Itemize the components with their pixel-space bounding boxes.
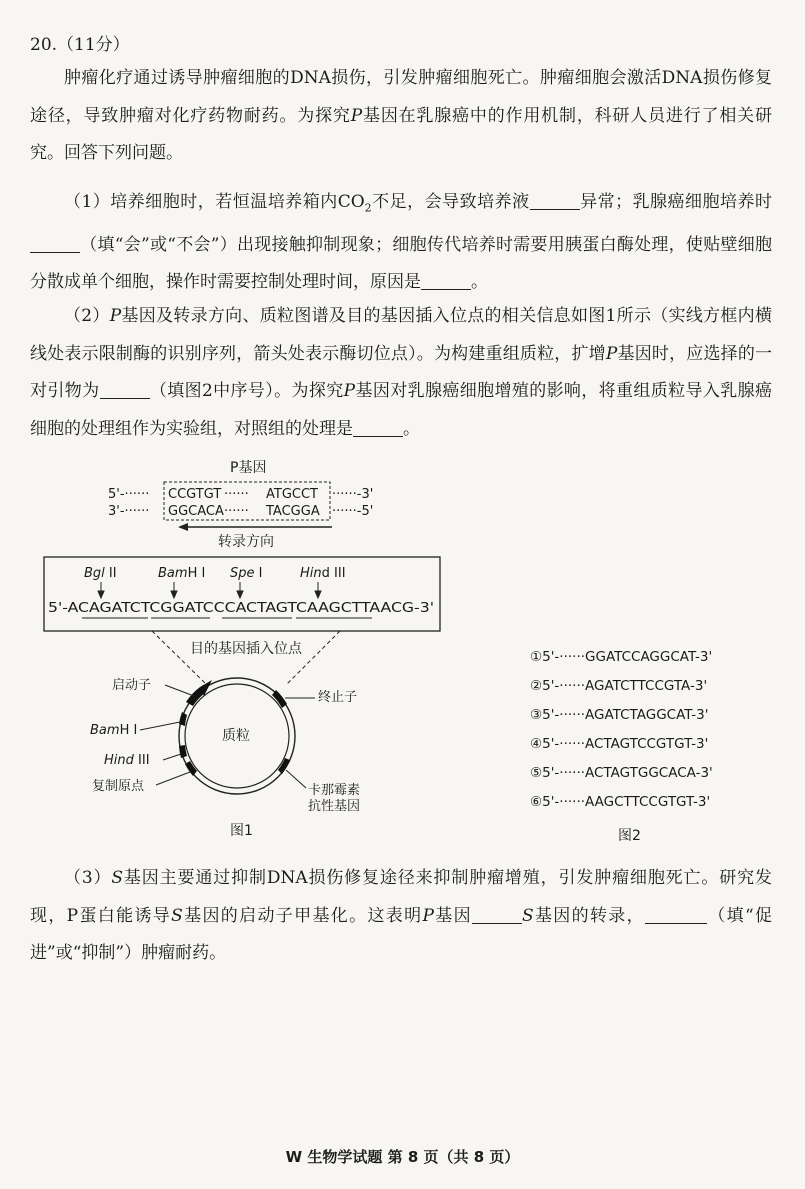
zoom-line-right xyxy=(286,631,340,685)
strand-top-right: ······-3' xyxy=(332,487,374,502)
question-intro: 肿瘤化疗通过诱导肿瘤细胞的DNA损伤，引发肿瘤细胞死亡。肿瘤细胞会激活DNA损伤修复途径，导致肿瘤对化疗药物耐药。为探究P基因在乳腺癌中的作用机制，科研人员进行了相关研究。回答下列问题。 xyxy=(30,68,773,163)
enzyme-bglii-label: Bgl II xyxy=(84,566,117,581)
gene-label: P基因 xyxy=(230,460,267,476)
kanamycin-leader xyxy=(286,770,306,788)
strand-top-seq1: CCGTGT xyxy=(168,487,222,502)
cut-site-arrows xyxy=(98,582,321,598)
answer-blank[interactable] xyxy=(530,192,580,210)
subquestion-3: （3）S基因主要通过抑制DNA损伤修复途径来抑制肿瘤增殖，引发肿瘤细胞死亡。研究发现，P蛋白能诱导S基因的启动子甲基化。这表明P基因 S基因的转录， （填“促进”或“抑制”）肿瘤耐药。 xyxy=(30,868,773,963)
kanamycin-label-2: 抗性基因 xyxy=(308,799,361,814)
hindiii-plasmid-label: Hind III xyxy=(104,753,150,768)
subquestion-1: （1）培养细胞时，若恒温培养箱内$CO_2$不足，会导致培养液 异常；乳腺癌细胞培养时（填“会”或“不会”）出现接触抑制现象；细胞传代培养时需要用胰蛋白酶处理，使贴壁细胞分散成单个细胞，操作时需要控制处理时间，原因是 。 xyxy=(30,192,773,293)
primer-2: ②5'-······AGATCTTCCGTA-3' xyxy=(530,678,708,694)
hindiii-leader xyxy=(163,754,181,760)
answer-blank[interactable] xyxy=(645,906,707,924)
enzyme-bamhi-label: BamH I xyxy=(158,566,206,581)
figure-1-caption: 图1 xyxy=(230,823,253,839)
insert-site-label: 目的基因插入位点 xyxy=(190,641,302,657)
strand-top-seq2: ATGCCT xyxy=(266,487,318,502)
zoom-line-left xyxy=(152,631,207,685)
kanamycin-label-1: 卡那霉素 xyxy=(308,783,361,798)
primer-3: ③5'-······AGATCTAGGCAT-3' xyxy=(530,707,709,723)
promoter-label: 启动子 xyxy=(112,678,152,693)
answer-blank[interactable] xyxy=(472,906,522,924)
plasmid-label: 质粒 xyxy=(222,728,250,744)
transcription-label: 转录方向 xyxy=(218,534,274,550)
subquestion-2: （2）P基因及转录方向、质粒图谱及目的基因插入位点的相关信息如图1所示（实线方框内横线处表示限制酶的识别序列，箭头处表示酶切位点）。为构建重组质粒，扩增P基因时，应选择的一对引物为 （填图2中序号）。为探究P基因对乳腺癌细胞增殖的影响，将重组质粒导入乳腺癌细胞的处理组作为实验组，对照组的处理是 。 xyxy=(30,306,773,439)
terminator-label: 终止子 xyxy=(318,690,358,705)
strand-bottom-right: ······-5' xyxy=(332,504,374,519)
strand-bottom-seq2: TACGGA xyxy=(266,504,320,519)
strand-bottom-left: 3'-······ xyxy=(108,504,150,519)
origin-label: 复制原点 xyxy=(92,779,145,794)
origin-leader xyxy=(156,772,190,785)
answer-blank[interactable] xyxy=(421,272,471,290)
answer-blank[interactable] xyxy=(30,235,80,253)
question-number: 20.（11分） xyxy=(30,35,130,55)
strand-bottom-seq1: GGCACA xyxy=(168,504,224,519)
page-footer: W 生物学试题 第 8 页（共 8 页） xyxy=(285,1148,520,1166)
primer-6: ⑥5'-······AAGCTTCCGTGT-3' xyxy=(530,794,711,810)
answer-blank[interactable] xyxy=(100,381,150,399)
figure-2-primer-list xyxy=(530,643,780,817)
primer-1: ①5'-······GGATCCAGGCAT-3' xyxy=(530,649,713,665)
bamhi-site-segment xyxy=(179,712,187,726)
site-sequence: 5'-ACAGATCTCGGATCCCACTAGTCAAGCTTAACG-3' xyxy=(48,601,434,616)
strand-top-dots: ······ xyxy=(224,487,249,502)
promoter-leader xyxy=(165,685,194,696)
strand-bottom-dots: ······ xyxy=(224,504,249,519)
transcription-arrow-head xyxy=(178,523,188,531)
primer-5: ⑤5'-······ACTAGTGGCACA-3' xyxy=(530,765,713,781)
strand-top-left: 5'-······ xyxy=(108,487,150,502)
enzyme-hindiii-label: Hind III xyxy=(300,566,346,581)
primer-4: ④5'-······ACTAGTCCGTGT-3' xyxy=(530,736,709,752)
bamhi-plasmid-label: BamH I xyxy=(90,723,138,738)
bamhi-leader xyxy=(140,722,180,730)
answer-blank[interactable] xyxy=(353,419,403,437)
figure-2-caption: 图2 xyxy=(618,828,641,844)
enzyme-spei-label: Spe I xyxy=(230,566,263,581)
